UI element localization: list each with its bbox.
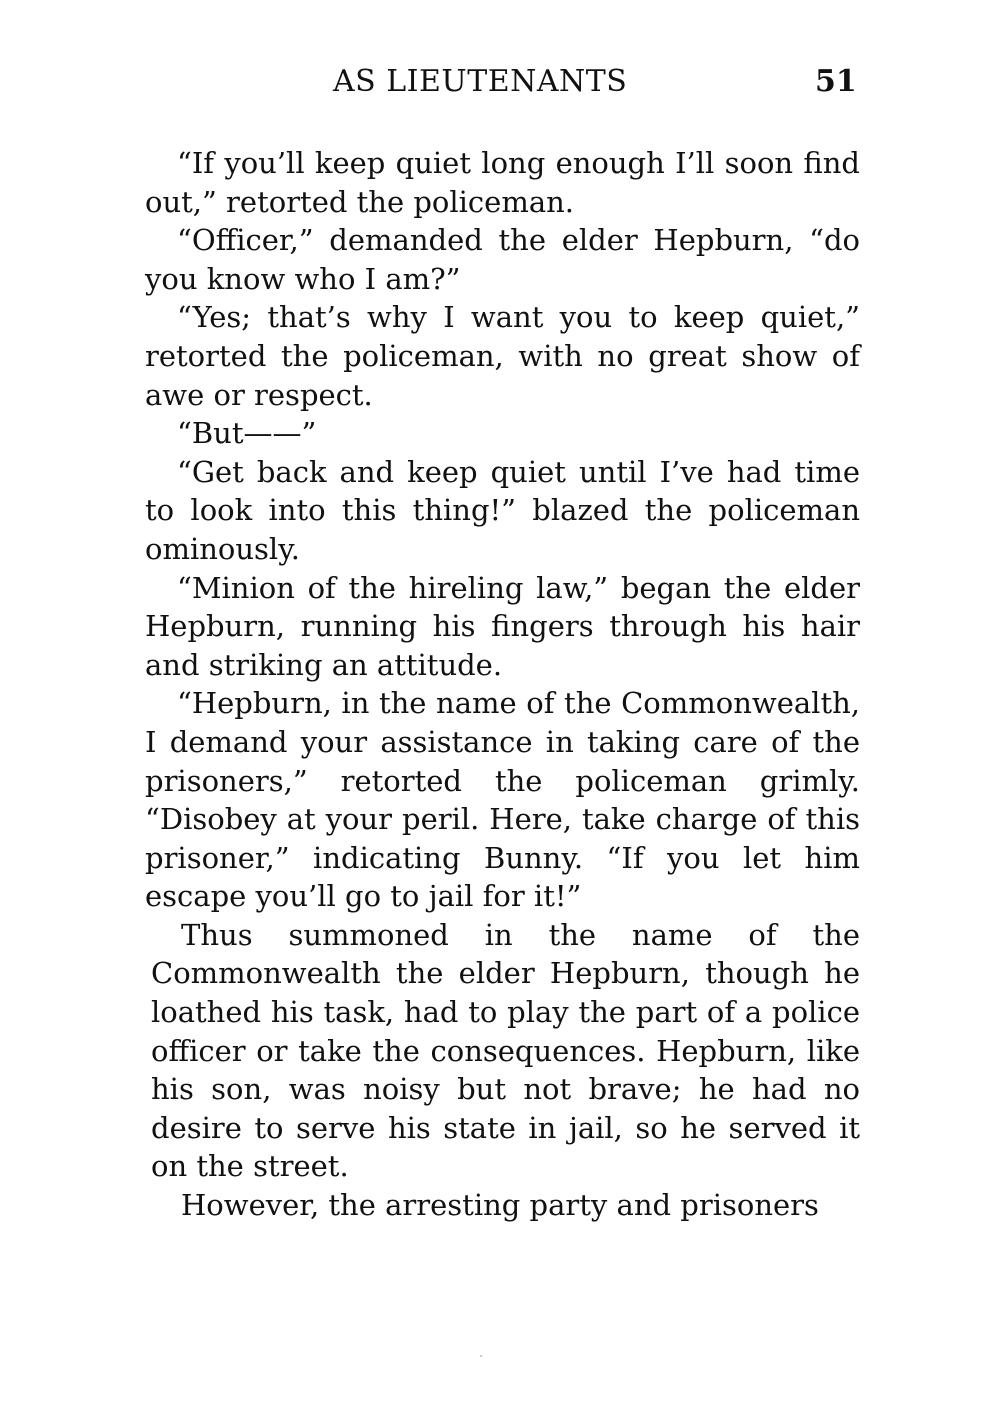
page-number: 51 [815, 64, 857, 99]
running-head [0, 62, 1000, 102]
paragraph: “Officer,” demanded the elder Hepburn, “do you know who I am?” [145, 223, 860, 296]
paragraph: Thus summoned in the name of the Commonwealth the elder Hepburn, though he loathed his task, had to play the part of a police officer or take the consequences. Hepburn, like his son, was noisy but not brave; he had no desire to serve his state in jail, so he served it on the street. [151, 917, 860, 1184]
paragraph: “Minion of the hireling law,” began the elder Hepburn, running his fingers through his hair and striking an attitude. [145, 570, 860, 682]
paragraph: “If you’ll keep quiet long enough I’ll soon find out,” retorted the policeman. [145, 146, 860, 219]
paragraph: “But——” [177, 416, 317, 451]
paragraph: “Get back and keep quiet until I’ve had time to look into this thing!” blazed the policeman ominously. [145, 454, 860, 566]
paragraph: However, the arresting party and prisoners [181, 1188, 819, 1223]
paragraph: “Hepburn, in the name of the Commonwealth, I demand your assistance in taking care of the prisoners,” retorted the policeman grimly. “Disobey at your peril. Here, take charge of this prisoner,” indicating Bunny. “If you let him escape you’ll go to jail for it!” [145, 686, 860, 914]
paragraph: “Yes; that’s why I want you to keep quiet,” retorted the policeman, with no great show of awe or respect. [145, 300, 860, 412]
body-text [145, 144, 860, 1225]
running-title: AS LIEUTENANTS [333, 64, 628, 99]
paper-speck [480, 1355, 482, 1357]
